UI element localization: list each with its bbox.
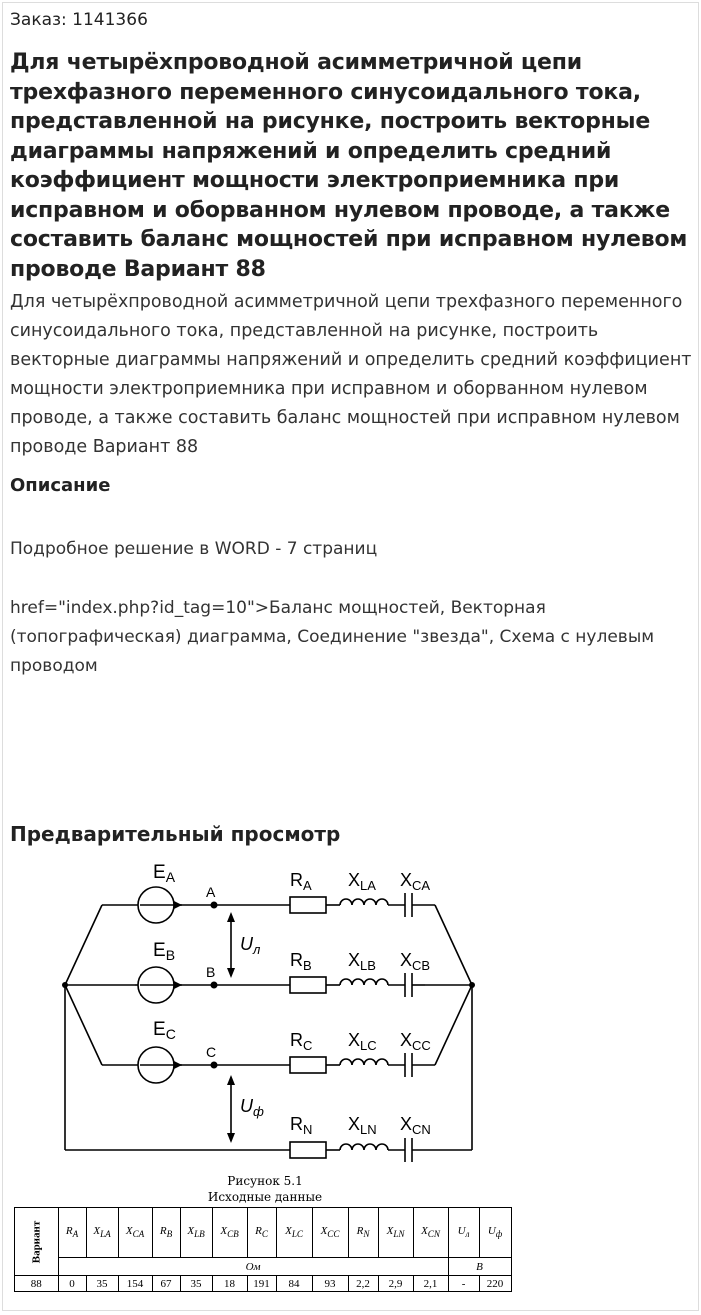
label-xca: $X_{CA}$	[400, 870, 431, 893]
source-data-table	[14, 1207, 512, 1292]
table-units-row	[15, 1258, 512, 1276]
label-xcb: $X_{CB}$	[400, 950, 431, 973]
phase-voltage-label: $U_ф$	[240, 1096, 264, 1119]
description-tags: href="index.php?id_tag=10">Баланс мощностей, Векторная (топографическая) диаграмма, Соединение "звезда", Схема с нулевым проводом	[10, 598, 655, 676]
source-label-b: $E_B$	[153, 940, 176, 963]
table-header-row	[15, 1208, 512, 1258]
order-number: Заказ: 1141366	[10, 10, 148, 30]
label-xln: $X_{LN}$	[348, 1114, 377, 1137]
lead-paragraph: Для четырёхпроводной асимметричной цепи трехфазного переменного синусоидального тока, представленной на рисунке, построить векторные диаграммы напряжений и определить средний коэффициент мощности электроприемника при исправном и оборванном нулевом проводе, а также составить баланс мощностей при исправном нулевом проводе Вариант 88	[10, 292, 692, 457]
label-xlb: $X_{LB}$	[348, 950, 376, 973]
label-xcn: $X_{CN}$	[400, 1114, 431, 1137]
cell-xlc: 84	[276, 1276, 312, 1292]
header-xla: $X_{LA}$	[86, 1208, 118, 1258]
cell-xla: 35	[86, 1276, 118, 1292]
figure-caption: Рисунок 5.1	[227, 1174, 303, 1188]
header-rc: $R_C$	[247, 1208, 276, 1258]
cell-xca: 154	[118, 1276, 152, 1292]
node-label-c: C	[206, 1044, 217, 1060]
cell-rb: 67	[152, 1276, 180, 1292]
header-xcb: $X_{CB}$	[212, 1208, 247, 1258]
unit-ohm: Ом	[58, 1258, 448, 1276]
variant-header: Вариант	[15, 1208, 59, 1276]
source-label-c: $E_C$	[153, 1019, 176, 1042]
description-text: Подробное решение в WORD - 7 страниц	[10, 539, 378, 559]
header-rb: $R_B$	[152, 1208, 180, 1258]
cell-rc: 191	[247, 1276, 276, 1292]
node-label-b: B	[206, 964, 216, 980]
label-ra: $R_A$	[290, 870, 312, 893]
source-label-a: $E_A$	[153, 862, 176, 885]
cell-variant: 88	[15, 1276, 59, 1292]
header-xca: $X_{CA}$	[118, 1208, 152, 1258]
label-rc: $R_C$	[290, 1030, 313, 1053]
cell-xcb: 18	[212, 1276, 247, 1292]
header-xlc: $X_{LC}$	[276, 1208, 312, 1258]
cell-ra: 0	[58, 1276, 86, 1292]
cell-xcn: 2,1	[413, 1276, 448, 1292]
header-rn: $R_N$	[348, 1208, 378, 1258]
table-caption: Исходные данные	[207, 1190, 323, 1204]
label-xcc: $X_{CC}$	[400, 1030, 431, 1053]
description-heading: Описание	[10, 475, 111, 496]
header-ul: $U_л$	[448, 1208, 479, 1258]
cell-xlb: 35	[180, 1276, 212, 1292]
label-xlc: $X_{LC}$	[348, 1030, 377, 1053]
page-title: Для четырёхпроводной асимметричной цепи трехфазного переменного синусоидального тока, представленной на рисунке, построить векторные диаграммы напряжений и определить средний коэффициент мощности электроприемника при исправном и оборванном нулевом проводе, а также составить баланс мощностей при исправном нулевом проводе Вариант 88	[10, 50, 688, 282]
header-xcn: $X_{CN}$	[413, 1208, 448, 1258]
table-row	[15, 1276, 512, 1292]
cell-xcc: 93	[312, 1276, 348, 1292]
cell-xln: 2,9	[378, 1276, 413, 1292]
node-label-a: A	[206, 884, 216, 900]
preview-heading: Предварительный просмотр	[10, 822, 341, 846]
line-voltage-label: $U_л$	[240, 934, 261, 957]
cell-rn: 2,2	[348, 1276, 378, 1292]
label-rb: $R_B$	[290, 950, 312, 973]
header-uf: $U_ф$	[479, 1208, 511, 1258]
label-rn: $R_N$	[290, 1114, 313, 1137]
cell-uf: 220	[479, 1276, 511, 1292]
cell-ul: -	[448, 1276, 479, 1292]
header-xln: $X_{LN}$	[378, 1208, 413, 1258]
header-ra: $R_A$	[58, 1208, 86, 1258]
header-xcc: $X_{CC}$	[312, 1208, 348, 1258]
circuit-diagram	[50, 850, 490, 1170]
unit-volt: В	[448, 1258, 511, 1276]
header-xlb: $X_{LB}$	[180, 1208, 212, 1258]
label-xla: $X_{LA}$	[348, 870, 376, 893]
